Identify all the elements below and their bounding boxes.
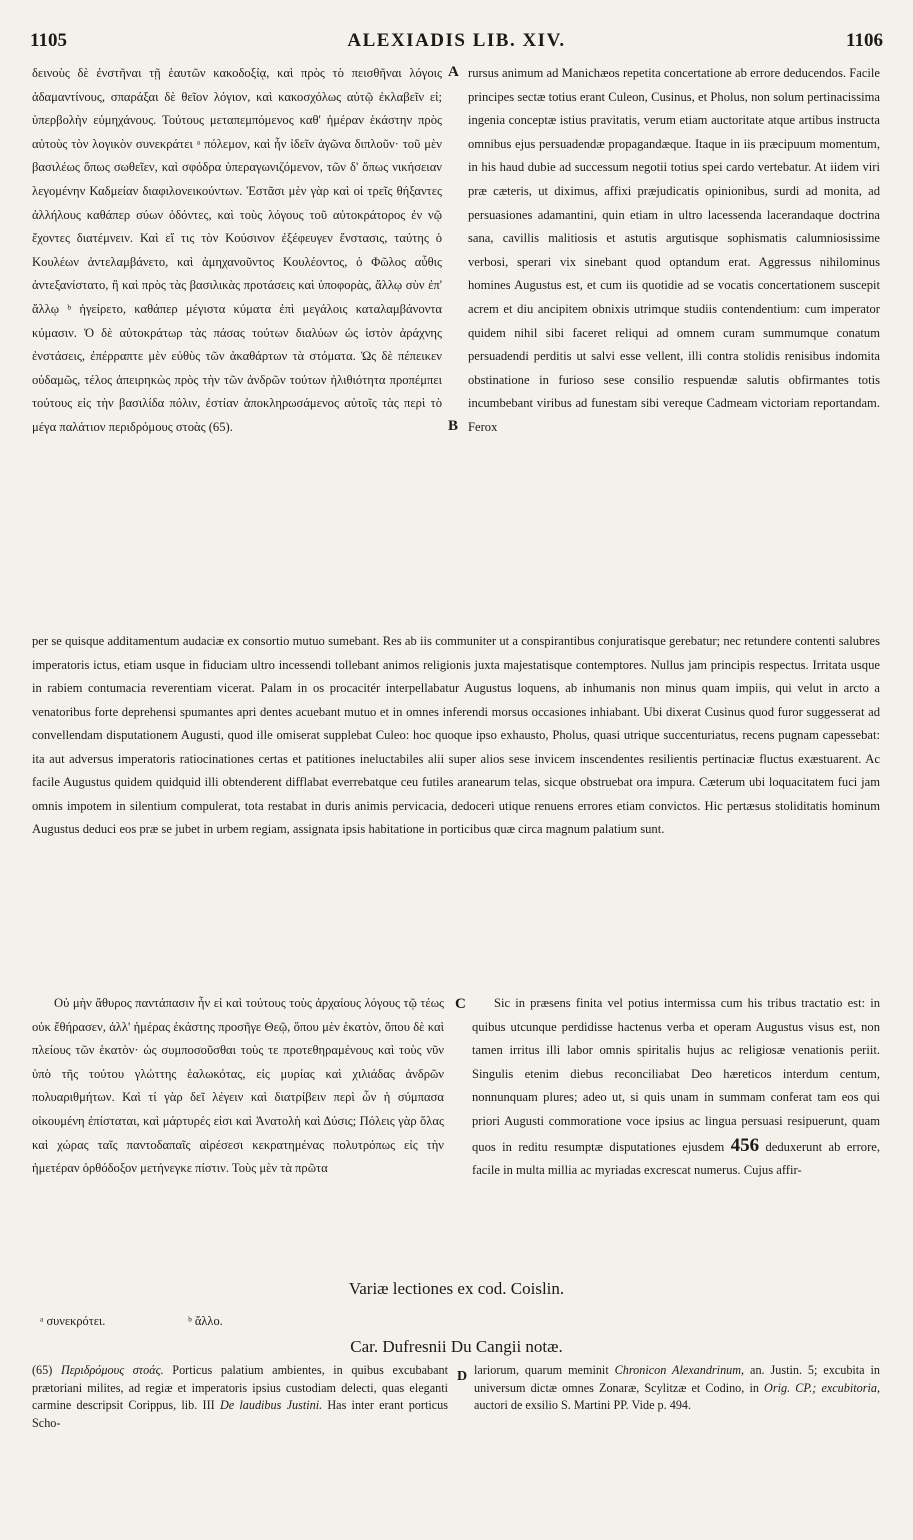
latin-full-text: per se quisque additamentum audaciæ ex consortio mutuo sumebant. Res ab iis communiter ut a conspirantibus conjuratisque gerebatur; nec retundere contenti salubres imperatoris ictus, etiam usque in fiduciam ultro incessendi tollebant animos religionis juxta majestatisque contemptores. Nullus jam principis respectus. Irritata usque in rabiem contumacia reverentiam vicerat. Palam in os procacitér interpellabatur Augustus loquens, ab inhumanis non minus quam impiis, qui velut in arcto a venatoribus forte deprehensi spumantes apri dentes acuebant mutuo et in omnes inferendi morsus occasiones inhiabant. Ubi dixerat Cusinus quod furor suggesserat ad convellendam disputationem Augusti, quod ille omiserat supplebat Culeo: hoc quoque ipso exhausto, Pholus, quasi utrique succenturiatus, recens pugnam capessebat: ita aut adversus imperatoris ratiocinationes certas et patitiones ineluctabiles alii super alios sese invicem inscendentes resilientis pertinaciæ fluctus exæstuarent. Ac facile Augustus quidem quidquid illi obtenderent difflabat everrebatque ceu futiles aranearum telas, sicque obstruebat ora impura. Cæterum ubi loquacitatem fuci jam omnis impotem in silentium compulerat, tota restabat in duris animis pervicacia, dedoceri utique renuens errores etiam convictos. Hic pertæsus stoliditatis hominum Augustus deduci eos præ se jubet in urbem regiam, assignata ipsis habitatione in porticibus quæ circa magnum palatium sunt.: [32, 634, 880, 836]
running-header: [30, 30, 883, 56]
note-lemma: Περιδρόμους στοάς.: [60, 1363, 164, 1377]
latin-column-2: [472, 992, 880, 1269]
note-orig-cp: Orig. CP.; excubitoria,: [764, 1380, 880, 1395]
notes-heading: Car. Dufresnii Du Cangii notæ.: [350, 1337, 563, 1356]
note-column-right: [474, 1362, 880, 1462]
note-column-left: [32, 1362, 448, 1462]
note-text-right-3: auctori de exsilio S. Martini PP. Vide p. 494.: [474, 1398, 692, 1412]
page-number-right: 1106: [846, 30, 883, 51]
note-text-left: Porticus palatium ambientes, in quibus excubabant prætoriani milites, ad regiæ et imperatoris ipsius custodiam delecti, quas eleganti carmine descripsit Corippus, lib. III: [32, 1363, 448, 1412]
greek-column-2: [32, 992, 444, 1269]
variae-lectiones-heading: Variæ lectiones ex cod. Coislin.: [348, 1279, 565, 1298]
note-text-right-1: lariorum, quarum meminit: [474, 1363, 609, 1377]
margin-letter-a: A: [448, 64, 459, 80]
latin-column-1: [468, 62, 880, 630]
latin-text-2b: deduxerunt ab errore, facile in multa millia ac myriadas excrescat numerus. Cujus affir-: [472, 1139, 880, 1178]
running-title: ALEXIADIS LIB. XIV.: [347, 30, 566, 51]
note-65: [32, 1362, 448, 1432]
latin-text-1: rursus animum ad Manichæos repetita concertatione ab errore deducendos. Facile principes sectæ totius erant Culeon, Cusinus, et Pholus, non solum pertinacissima ingenia conceptæ istius pravitatis, verum etiam auctoritate atque artibus instructa omnibus ejus persuadendæ propagandæque. Itaque in iis præcipuum momentum, in his haud dubie ad successum negotii totius spei cardo vertebatur. At iidem viri præ cæteris, ut diximus, affixi præjudicatis opinionibus, surdi ad monita, ad persuasiones adamantini, quin etiam in ultro lacessenda lacerandaque doctrina sana, cavillis malitiosis et astutis argutisque sophismatis calumniosissime verbosi, sperari vix sinebant quod optandum erat. Aggressus nihilominus homines Augustus est, et cum iis quotidie ad se vocatis concertationem suscepit acrem et diu ancipitem obnixis utrimque studiis contendentium: cum imperator quidem nihil sibi faceret reliqui ad omnem curam summumque conatum persuadendi perditis ut salvi esse vellent, illi contra stolidis renisibus indomita obstinatione in furioso sese consilio respuendæ salutis obfirmantes totis incumbebant viribus ad funestam sibi vereque Cadmeam victoriam reportandam. Ferox: [468, 66, 880, 434]
latin-text-2: [472, 992, 880, 1183]
variant-note-a: ᵃ συνεκρότει.: [40, 1314, 106, 1328]
latin-text-2a: Sic in præsens finita vel potius intermissa cum his tribus tractatio est: in quibus utcunque perdidisse hactenus verba et operam Augustus visus est, non tamen irritus illi labor omnis spiritalis hujus ac religiosæ venationis periit. Singulis etenim diebus reconciliabat Deo hæreticos interdum centum, nonnunquam plures; adeo ut, si quis unam in summam conferat tam eos qui priori Augusti commoratione voce ipsius ac lingua persuasi resipuerunt, quam quos in reditu resumptæ disputationes ejusdem: [472, 996, 880, 1154]
greek-text-1: δεινοὺς δὲ ἐνστῆναι τῇ ἑαυτῶν κακοδοξίᾳ, καὶ πρὸς τὸ πεισθῆναι λόγοις ἀδαμαντίνους, σπαράξαι δὲ θεῖον λόγιον, καὶ κακοσχόλως αὐτῷ ἐκλαβεῖν εἰ; ὑπερβολὴν εὐμηχάνους. Τούτους μεταπεμπόμενος καθ' ἡμέραν ἑκάστην πρὸς αὐτοὺς τὸν λογικὸν συνεκράτει ᵃ πόλεμον, καὶ ἦν ἰδεῖν ἀγῶνα διπλοῦν· τοῦ μὲν βασιλέως ὅπως σωθεῖεν, καὶ σφόδρα ὑπεραγωνιζόμενον, τῶν δ' ὅπως νικήσειαν λεγομένην Καδμείαν διαφιλονεικούντων. Ἐστᾶσι μὲν γὰρ καὶ οἱ τρεῖς θήξαντες ἀλλήλους καθάπερ σύων ὀδόντες, καὶ τοὺς λόγους τοῦ αὐτοκράτορος ἐν νῷ ἔχοντες διατέμνειν. Καὶ εἴ τις τὸν Κούσινον ἐξέφευγεν ἔνστασις, ταύτης ὁ Κουλέων ἀντελαμβάνετο, καὶ ἀμηχανοῦντος Κουλέοντος, ὁ Φῶλος αὖθις ἀντεξανίστατο, ἢ καὶ πρὸς τὰς βασιλικὰς προτάσεις καὶ ὑποφορὰς, ἄλλῳ σὺν ἐπ' ἄλλῳ ᵇ ἠγείρετο, καθάπερ μέγιστα κύματα ἐπὶ μεγάλοις καταλαμβάνοντα κύμασιν. Ὁ δὲ αὐτοκράτωρ τὰς πάσας τούτων διαλύων ὡς ἱστὸν ἀράχνης ἐνστάσεις, ἐπέρραπτε μὲν εὐθὺς τῶν ἀκαθάρτων τὰ στόματα. Ὡς δὲ πέπεικεν οὐδαμῶς, τέλος ἀπειρηκὼς πρὸς τὴν τῶν ἀνδρῶν τούτων ἠλιθιότητα προπέμπει τούτους εἰς τὴν βασιλίδα πόλιν, ἐστίαν ἀποκληρωσάμενος αὐτοῖς τὰς περὶ τὸ μέγα παλάτιον περιδρόμους στοὰς (65).: [32, 66, 442, 434]
note-number: (65): [32, 1363, 53, 1377]
note-text-left-tail: Has inter erant porticus Scho-: [32, 1398, 448, 1430]
note-book-title: De laudibus Justini.: [219, 1398, 323, 1412]
note-65-cont: [474, 1362, 880, 1415]
page-number-left: 1105: [30, 30, 67, 51]
margin-letter-c: C: [455, 996, 466, 1012]
note-text-right-2: an. Justin. 5; excubita in universum dictæ omnes Zonaræ, Scylitzæ et Codino, in: [474, 1363, 880, 1395]
margin-letter-b: B: [448, 418, 459, 434]
greek-column-1: [32, 62, 442, 630]
variant-note-b: ᵇ ἄλλο.: [188, 1314, 223, 1328]
greek-text-2: Οὐ μὴν ἄθυρος παντάπασιν ἦν εἰ καὶ τούτους τοὺς ἀρχαίους λόγους τῷ τέως οὐκ ἔθήρασεν, ἀλλ' ἡμέρας ἑκάστης προσῆγε Θεῷ, ὅπου μὲν ἑκατὸν, ὅπου δὲ καὶ πλείους τῶν ἑκατὸν· ὡς συμποσοῦσθαι τοὺς τε προτεθηραμένους καὶ τοὺς νῦν ὑπὸ τῆς τούτου γλώττης ἑαλωκότας, εἰς μυρίας καὶ χιλιάδας ἀνδρῶν πολυαριθμήτων. Καὶ τί γὰρ δεῖ λέγειν καὶ διατρίβειν περὶ ὧν ἡ σύμπασα οἰκουμένη ἐπίσταται, καὶ μάρτυρές εἰσι καὶ Ἀνατολὴ καὶ Δύσις; Πόλεις γὰρ ὅλας καὶ χώρας ταῖς παντοδαπαῖς αἱρέσεσι κεκρατημένας πολυτρόπως εἰς τὴν ἡμετέραν ὀρθόδοξον μετήνεγκε πίστιν. Τοὺς μὲν τὰ πρῶτα: [32, 996, 444, 1176]
note-chronicon: Chronicon Alexandrinum,: [614, 1363, 745, 1377]
latin-full-paragraph: [32, 630, 880, 990]
page-marker: 456: [730, 1134, 760, 1156]
margin-letter-d: D: [457, 1369, 468, 1384]
